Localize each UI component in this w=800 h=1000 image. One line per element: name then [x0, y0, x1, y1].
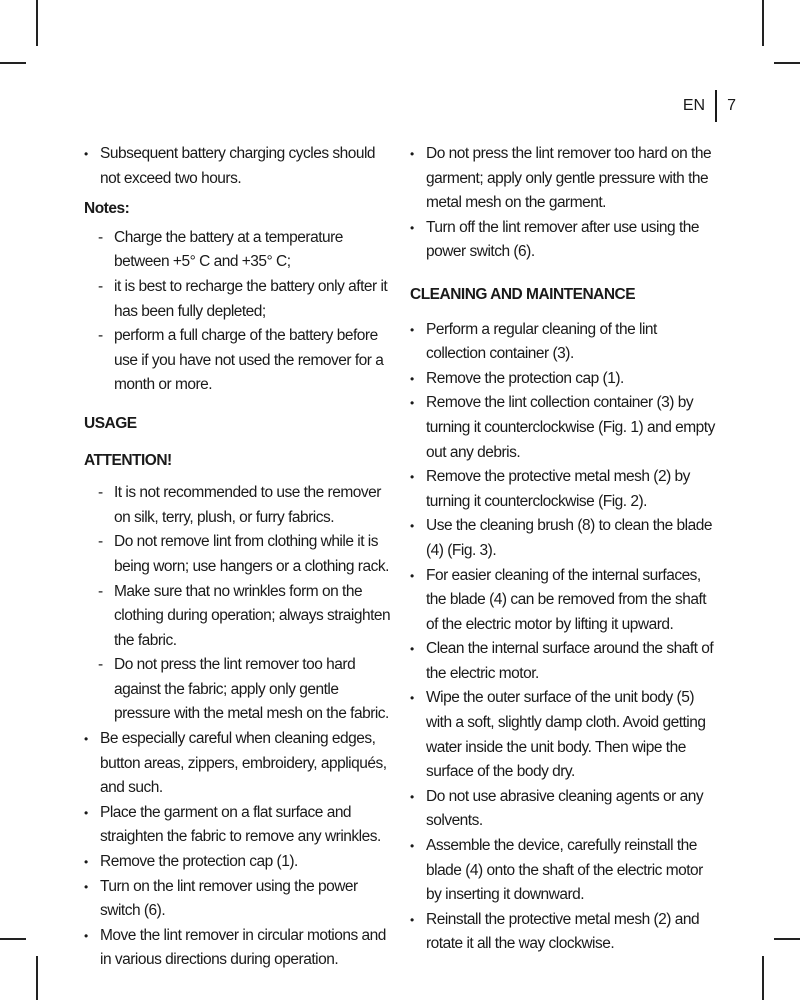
attention-heading: ATTENTION! — [84, 451, 172, 469]
page-number: 7 — [727, 97, 736, 114]
crop-mark-top-right-horizontal — [774, 62, 800, 64]
page-header — [683, 90, 736, 122]
cleaning-bullet-list — [410, 318, 716, 957]
note-item: - it is best to recharge the battery only after it has been fully depleted; — [84, 275, 396, 324]
crop-mark-top-right-vertical — [762, 0, 764, 46]
attention-item: - Make sure that no wrinkles form on the clothing during operation; always straighten the fabric. — [84, 580, 396, 654]
usage-bullet-list-continued — [410, 142, 716, 265]
crop-mark-bottom-left-horizontal — [0, 938, 26, 940]
notes-heading: Notes: — [84, 200, 130, 218]
attention-item: - It is not recommended to use the remover on silk, terry, plush, or furry fabrics. — [84, 481, 396, 530]
crop-mark-bottom-right-horizontal — [774, 938, 800, 940]
bullet-item: • Do not press the lint remover too hard on the garment; apply only gentle pressure with the metal mesh on the garment. — [410, 142, 716, 216]
language-code: EN — [682, 97, 706, 114]
note-item: - perform a full charge of the battery before use if you have not used the remover for a month or more. — [84, 324, 396, 398]
crop-mark-bottom-left-vertical — [36, 956, 38, 1000]
bullet-item: • Wipe the outer surface of the unit body (5) with a soft, slightly damp cloth. Avoid getting water inside the unit body. Then wipe the surface of the body dry. — [410, 686, 716, 784]
left-column — [84, 142, 396, 973]
bullet-item: • Remove the protection cap (1). — [410, 367, 716, 392]
bullet-item: • Turn on the lint remover using the power switch (6). — [84, 875, 396, 924]
crop-mark-top-left-vertical — [36, 0, 38, 46]
cleaning-heading: CLEANING AND MAINTENANCE — [410, 285, 636, 303]
attention-item: - Do not press the lint remover too hard against the fabric; apply only gentle pressure with the metal mesh on the fabric. — [84, 653, 396, 727]
notes-list — [84, 226, 396, 398]
usage-heading: USAGE — [84, 414, 137, 432]
bullet-item: • Subsequent battery charging cycles should not exceed two hours. — [84, 142, 396, 191]
bullet-item: • Remove the lint collection container (3) by turning it counterclockwise (Fig. 1) and empty out any debris. — [410, 391, 716, 465]
bullet-item: • Be especially careful when cleaning edges, button areas, zippers, embroidery, appliqués, and such. — [84, 727, 396, 801]
bullet-item: • Assemble the device, carefully reinstall the blade (4) onto the shaft of the electric motor by inserting it downward. — [410, 834, 716, 908]
attention-item: - Do not remove lint from clothing while it is being worn; use hangers or a clothing rack. — [84, 530, 396, 579]
bullet-item: • Reinstall the protective metal mesh (2) and rotate it all the way clockwise. — [410, 908, 716, 957]
bullet-item: • Remove the protective metal mesh (2) by turning it counterclockwise (Fig. 2). — [410, 465, 716, 514]
bullet-item: • Perform a regular cleaning of the lint collection container (3). — [410, 318, 716, 367]
bullet-item: • Remove the protection cap (1). — [84, 850, 396, 875]
bullet-item: • Place the garment on a flat surface and straighten the fabric to remove any wrinkles. — [84, 801, 396, 850]
bullet-item: • For easier cleaning of the internal surfaces, the blade (4) can be removed from the shaft of the electric motor by lifting it upward. — [410, 564, 716, 638]
bullet-item: • Move the lint remover in circular motions and in various directions during operation. — [84, 924, 396, 973]
right-column — [410, 142, 716, 957]
crop-mark-top-left-horizontal — [0, 62, 26, 64]
attention-list — [84, 481, 396, 727]
intro-bullet-list — [84, 142, 396, 191]
crop-mark-bottom-right-vertical — [762, 956, 764, 1000]
bullet-item: • Do not use abrasive cleaning agents or any solvents. — [410, 785, 716, 834]
bullet-item: • Use the cleaning brush (8) to clean the blade (4) (Fig. 3). — [410, 514, 716, 563]
bullet-item: • Turn off the lint remover after use using the power switch (6). — [410, 216, 716, 265]
bullet-item: • Clean the internal surface around the shaft of the electric motor. — [410, 637, 716, 686]
usage-bullet-list — [84, 727, 396, 973]
note-item: - Charge the battery at a temperature between +5° C and +35° C; — [84, 226, 396, 275]
